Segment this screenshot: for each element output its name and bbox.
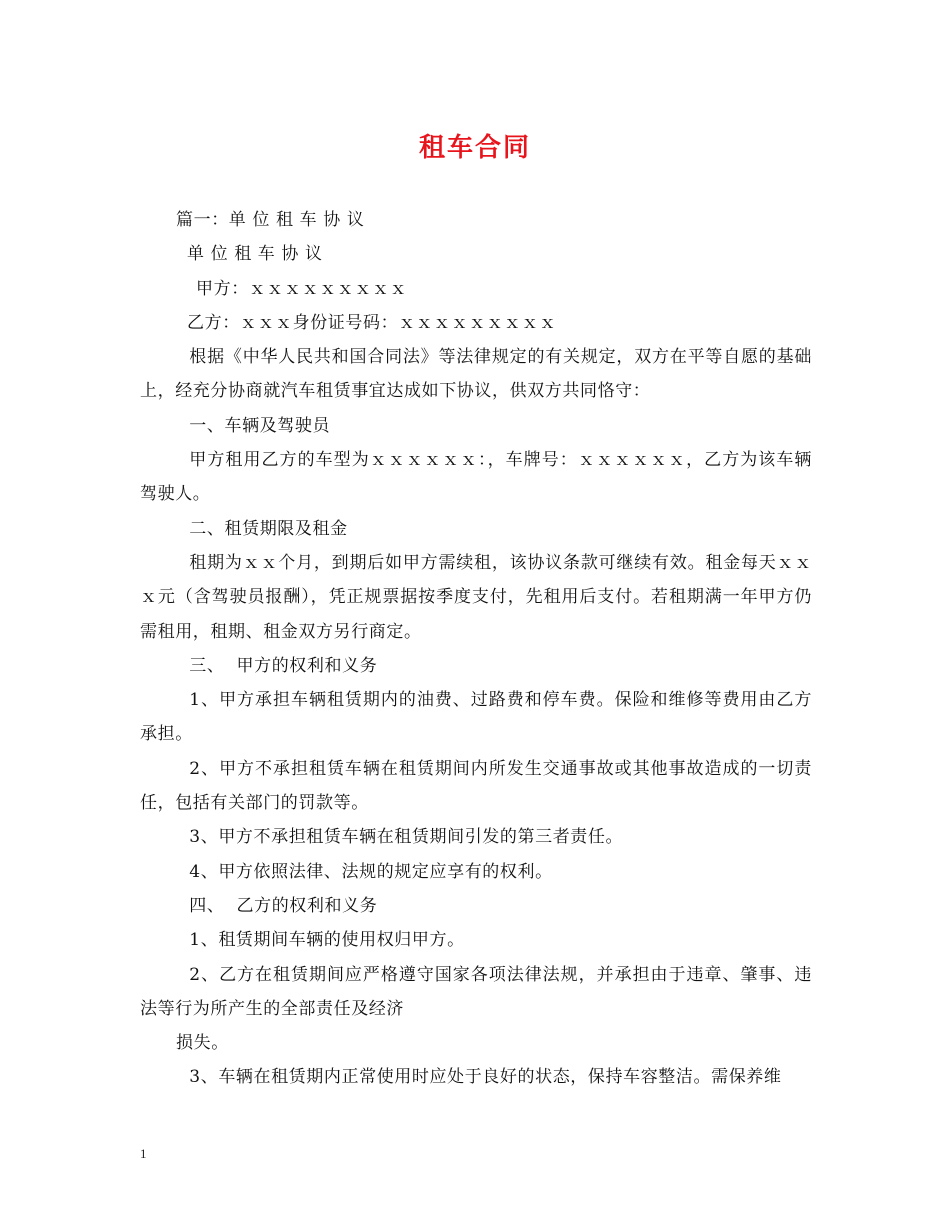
party-a-clause-1: 1、甲方承担车辆租赁期内的油费、过路费和停车费。保险和维修等费用由乙方承担。 xyxy=(140,690,812,745)
document-title: 租车合同 xyxy=(418,133,531,163)
party-b-line: 乙方：ｘｘｘ身份证号码：ｘｘｘｘｘｘｘｘｘ xyxy=(187,312,557,333)
party-b-clause-3: 3、车辆在租赁期内正常使用时应处于良好的状态，保持车容整洁。需保养维 xyxy=(189,1067,782,1088)
document-body xyxy=(140,203,812,1095)
term-paragraph: 租期为ｘｘ个月，到期后如甲方需续租，该协议条款可继续有效。租金每天ｘｘｘ元（含驾驶员报酬），凭正规票据按季度支付，先租用后支付。若租期满一年甲方仍需租用，租期、租金双方另行商定。 xyxy=(140,552,812,642)
section-heading-party-b-rights: 四、 乙方的权利和义务 xyxy=(189,895,378,916)
party-a-clause-2: 2、甲方不承担租赁车辆在租赁期间内所发生交通事故或其他事故造成的一切责任，包括有关部门的罚款等。 xyxy=(140,758,812,814)
agreement-heading: 单 位 租 车 协 议 xyxy=(187,244,323,265)
party-b-clause-2-continuation: 损失。 xyxy=(176,1033,229,1054)
party-a-clause-4: 4、甲方依照法律、法规的规定应享有的权利。 xyxy=(189,861,553,882)
section-heading-chapter: 篇一：单 位 租 车 协 议 xyxy=(176,210,365,230)
section-heading-vehicle: 一、车辆及驾驶员 xyxy=(189,415,331,436)
section-heading-party-a-rights: 三、 甲方的权利和义务 xyxy=(189,655,378,676)
section-heading-term: 二、租赁期限及租金 xyxy=(189,518,348,539)
party-a-line: 甲方：ｘｘｘｘｘｘｘｘｘ xyxy=(196,278,408,299)
party-b-clause-1: 1、租赁期间车辆的使用权归甲方。 xyxy=(189,930,465,951)
page-number: 1 xyxy=(140,1146,147,1161)
party-b-clause-2: 2、乙方在租赁期间应严格遵守国家各项法律法规，并承担由于违章、肇事、违法等行为所产生的全部责任及经济 xyxy=(140,964,812,1019)
vehicle-paragraph: 甲方租用乙方的车型为ｘｘｘｘｘｘ：，车牌号：ｘｘｘｘｘｘ，乙方为该车辆驾驶人。 xyxy=(140,450,812,505)
party-a-clause-3: 3、甲方不承担租赁车辆在租赁期间引发的第三者责任。 xyxy=(189,827,624,848)
preamble-paragraph: 根据《中华人民共和国合同法》等法律规定的有关规定，双方在平等自愿的基础上，经充分协商就汽车租赁事宜达成如下协议，供双方共同恪守： xyxy=(140,347,812,402)
